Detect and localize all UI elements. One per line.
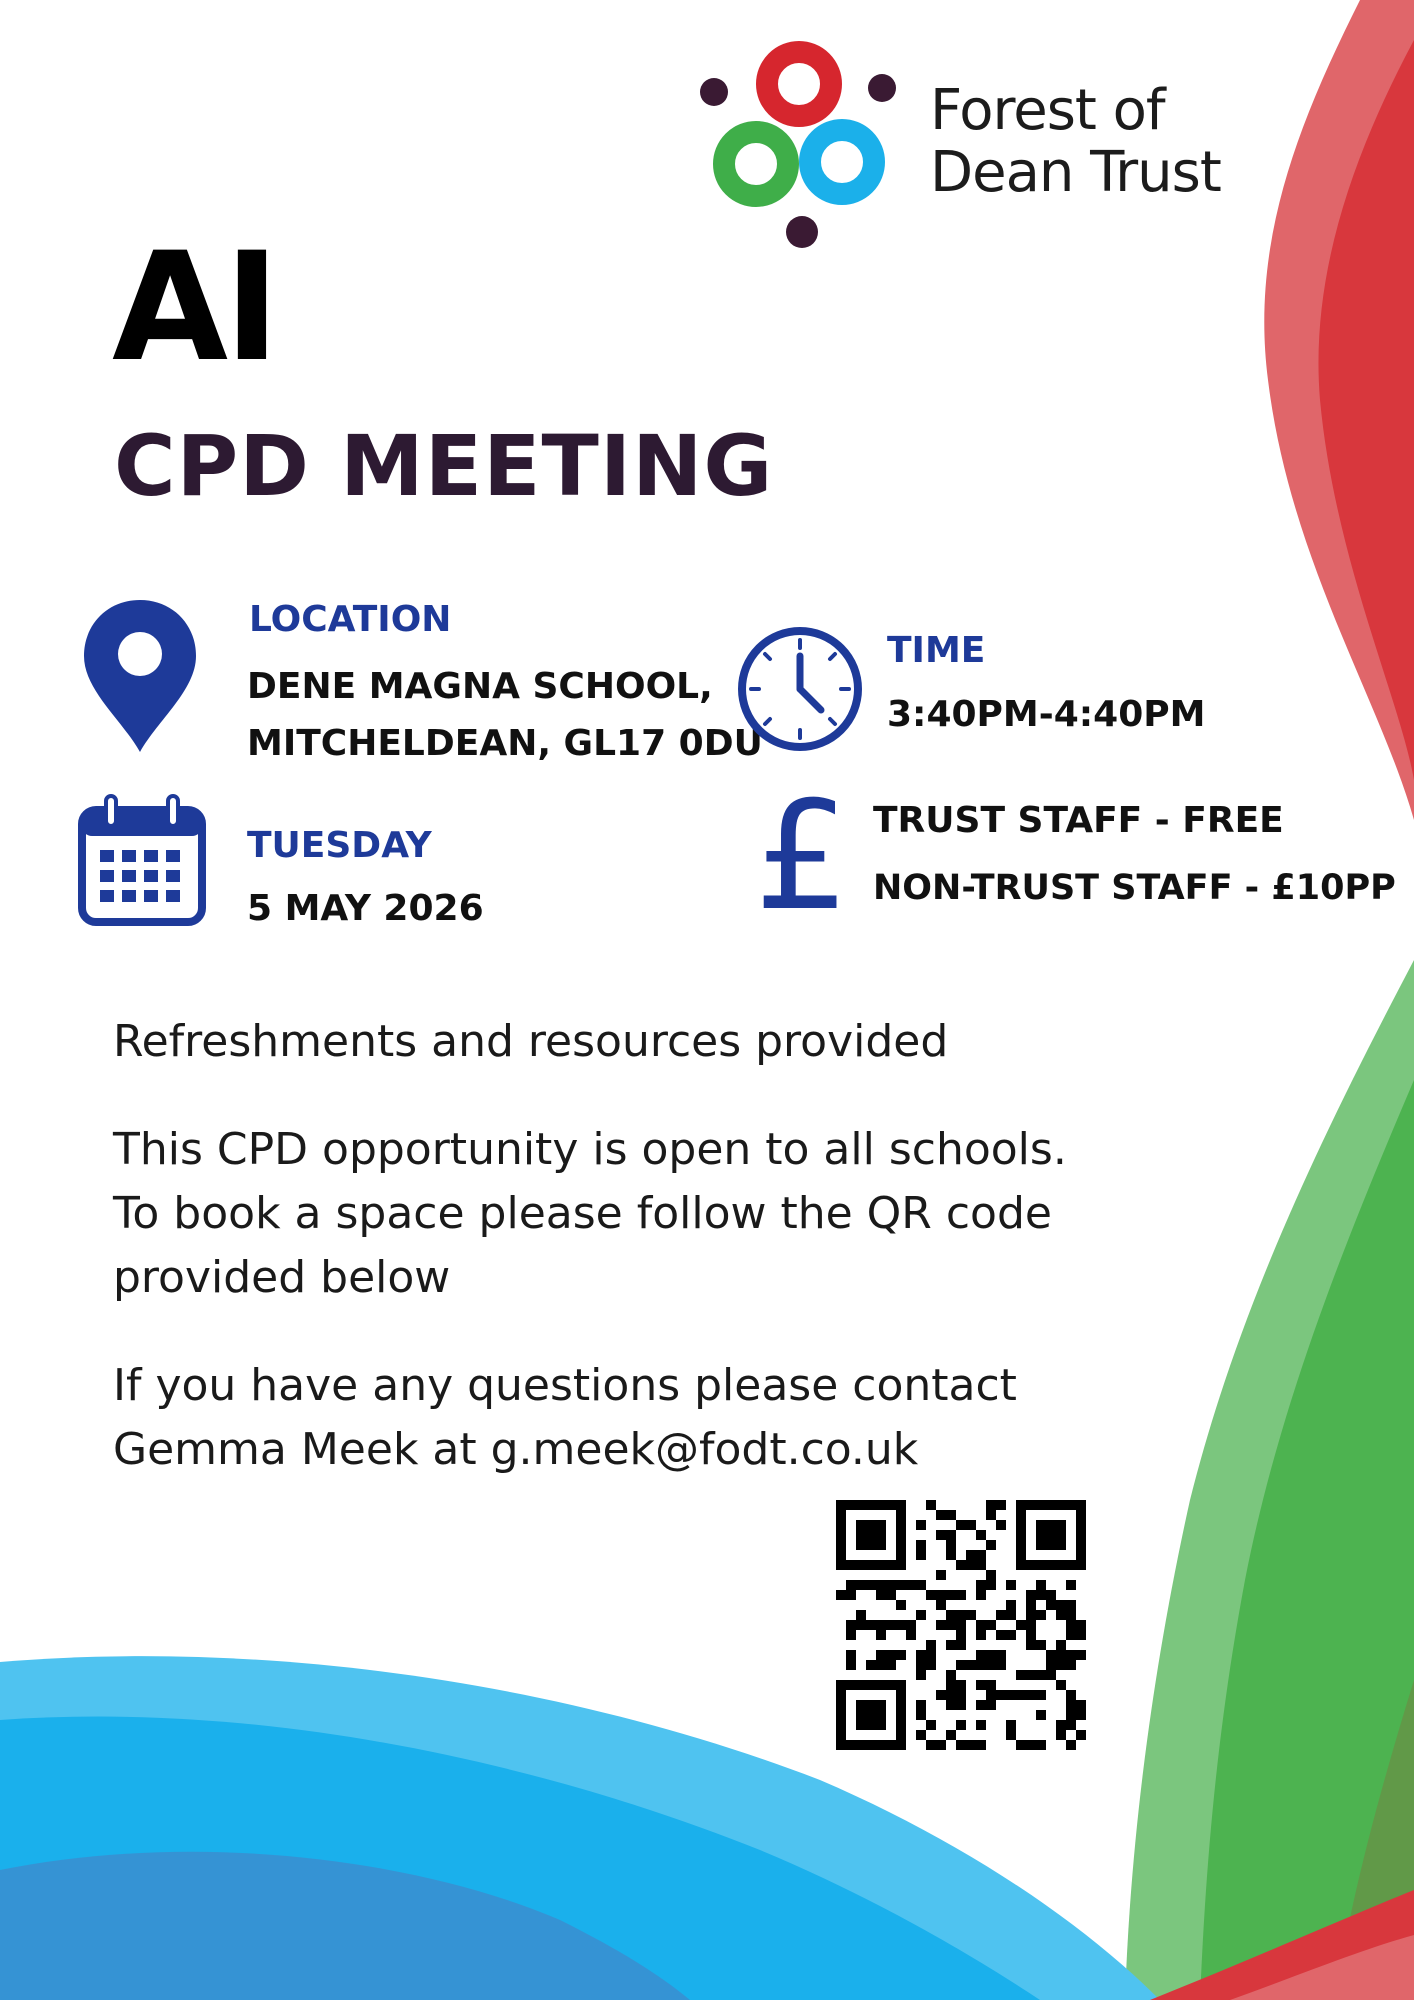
open-line-3: provided below (113, 1252, 451, 1303)
location-line-1: DENE MAGNA SCHOOL, (247, 666, 713, 707)
location-pin-icon (82, 598, 198, 754)
open-line-2: To book a space please follow the QR code (113, 1188, 1052, 1239)
page-title: AI (112, 221, 276, 395)
logo-wordmark (930, 80, 1221, 204)
location-label: LOCATION (249, 599, 452, 640)
logo (694, 34, 904, 252)
date-label: TUESDAY (247, 825, 432, 866)
page-subtitle: CPD MEETING (114, 417, 774, 515)
date-value: 5 MAY 2026 (247, 888, 484, 929)
open-line-1: This CPD opportunity is open to all schools. (113, 1124, 1067, 1175)
refreshments-text: Refreshments and resources provided (113, 1016, 949, 1067)
svg-text:£: £ (754, 790, 850, 920)
qr-code-icon[interactable] (836, 1500, 1086, 1750)
logo-line-1: Forest of (930, 78, 1165, 143)
trust-logo-mark-icon (694, 34, 904, 252)
time-label: TIME (887, 630, 986, 671)
contact-line-1: If you have any questions please contact (113, 1360, 1017, 1411)
location-line-2: MITCHELDEAN, GL17 0DU (247, 723, 763, 764)
cost-non-trust-staff: NON-TRUST STAFF - £10PP (873, 868, 1396, 908)
logo-line-2: Dean Trust (930, 140, 1221, 205)
cost-trust-staff: TRUST STAFF - FREE (873, 800, 1284, 841)
contact-line-2: Gemma Meek at g.meek@fodt.co.uk (113, 1424, 919, 1475)
pound-icon (752, 790, 852, 920)
time-value: 3:40PM-4:40PM (887, 694, 1206, 735)
open-to-all-paragraph (113, 1118, 1113, 1310)
contact-paragraph (113, 1354, 1113, 1482)
clock-icon (735, 624, 865, 754)
calendar-icon (78, 794, 206, 928)
